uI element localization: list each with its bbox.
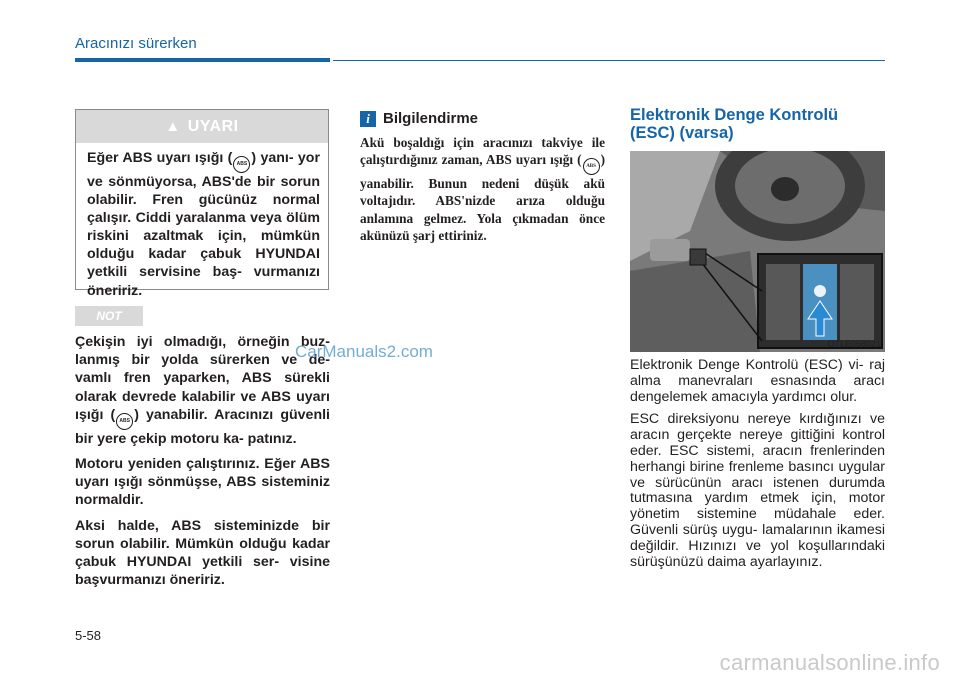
warning-triangle-icon: ▲ <box>165 118 181 135</box>
warning-heading: UYARI <box>187 117 239 135</box>
abs-warning-light-icon: ABS <box>233 156 250 173</box>
info-title: Bilgilendirme <box>383 110 479 127</box>
esc-switch-photo <box>630 151 885 352</box>
note-tag: NOT <box>75 306 143 326</box>
warning-box <box>75 109 329 299</box>
info-icon: i <box>360 111 376 127</box>
esc-body <box>630 358 885 577</box>
info-text <box>360 134 605 244</box>
header-rule-thick <box>75 58 330 62</box>
info-text-part2: ) yanabilir. Bunun nedeni düşük akü voltajıdır. ABS'nizde arıza olduğu anlamına gelmez. Yola çıkmadan önce akünüzü şarj ettiriniz. <box>360 152 605 243</box>
note-paragraph-1 <box>75 333 330 448</box>
dashboard-illustration <box>630 151 885 352</box>
note-paragraph-3: Aksi halde, ABS sisteminizde bir sorun olabilir. Mümkün olduğu kadar çabuk HYUNDAI yetkili ser- visine başvurmanızı öneririz. <box>75 517 330 589</box>
esc-paragraph-1: Elektronik Denge Kontrolü (ESC) vi- raj alma manevraları esnasında aracı dengelemek amacıyla yardımcı olur. <box>630 357 885 405</box>
section-title: Aracınızı sürerken <box>75 35 197 52</box>
abs-warning-light-icon: ABS <box>116 413 133 430</box>
note-paragraph-2: Motoru yeniden çalıştırınız. Eğer ABS uyarı ışığı sönmüşse, ABS sisteminiz normaldir. <box>75 456 330 509</box>
footer-site-mark[interactable]: carmanualsonline.info <box>719 650 940 675</box>
esc-title: Elektronik Denge Kontrolü (ESC) (varsa) <box>630 106 839 142</box>
info-text-part1: Akü boşaldığı için aracınızı takviye ile çalıştırdığınız zaman, ABS uyarı ışığı ( <box>360 135 605 168</box>
warning-header <box>76 110 328 143</box>
photo-caption: OTLE058021 <box>827 339 881 349</box>
warning-text-part1: Eğer ABS uyarı ışığı ( <box>87 150 233 166</box>
abs-warning-light-icon: ABS <box>583 158 600 175</box>
info-header <box>360 110 478 127</box>
note-body <box>75 333 330 596</box>
warning-text <box>76 143 328 300</box>
note-p1-part1: Çekişin iyi olmadığı, örneğin buz- lanmış bir yolda sürerken ve de- vamlı fren yaparken, ABS sürekli olarak devrede kalabilir ve ABS uyarı ışığı ( <box>75 334 330 423</box>
watermark-text: CarManuals2.com <box>295 342 433 361</box>
esc-paragraph-2: ESC direksiyonu nereye kırdığınızı ve aracın gerçekte nereye gittiğini kontrol eder. ESC sistemi, aracın frenlerinden herhangi birine frenleme basıncı uygular ve sürücünün aracı istenen durumda tutmasına yardım etmek için, motor yönetim sistemine müdahale eder. Güvenli sürüş uygu- lamalarının ikamesi değildir. Hızınızı ve yol koşullarındaki sürüşünüzü daima ayarlayınız. <box>630 411 885 570</box>
note-p1-part2: ) yanabilir. Aracınızı güvenli bir yere çekip motoru ka- patınız. <box>75 406 330 447</box>
header-rule-thin <box>333 60 885 61</box>
warning-text-part2: ) yanı- yor ve sönmüyorsa, ABS'de bir sorun olabilir. Fren gücünüz normal çalışır. Ciddi yaralanma veya ölüm riskini azaltmak için, mümkün olduğu kadar çabuk HYUNDAI yetkili servisine baş- vurmanızı öneririz. <box>87 150 320 299</box>
page-number: 5-58 <box>75 628 102 643</box>
